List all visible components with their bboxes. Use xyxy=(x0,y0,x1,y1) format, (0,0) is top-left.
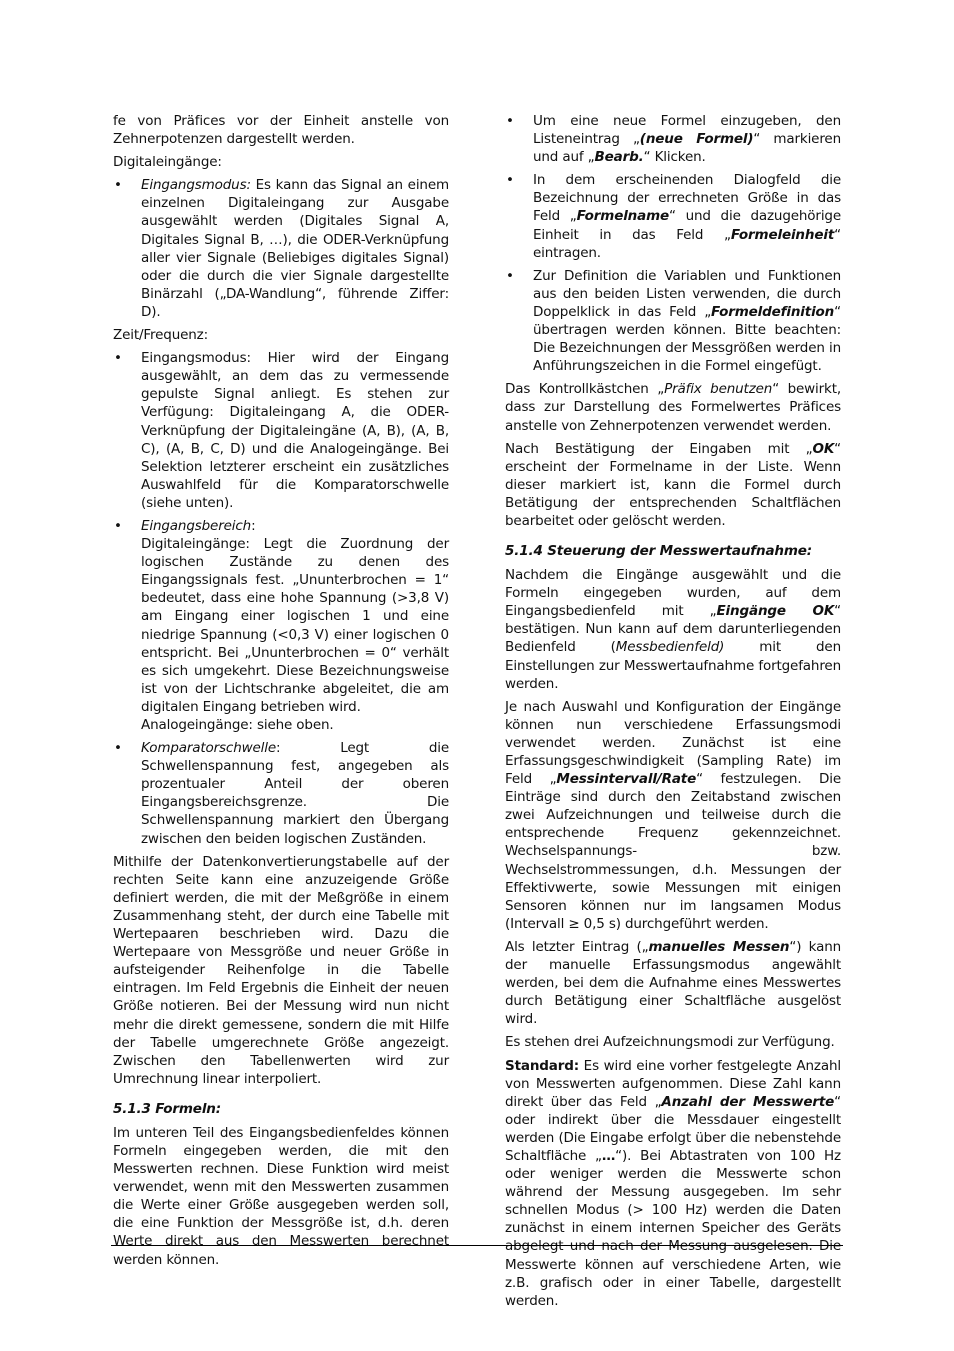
list-item xyxy=(113,176,449,321)
colon: : xyxy=(251,517,256,534)
bullet-list xyxy=(505,112,841,375)
ui-term: Eingänge OK xyxy=(716,603,835,620)
text: Um eine neue Formel einzugeben, den Listeneintrag „ xyxy=(533,113,841,148)
term: Komparatorschwelle xyxy=(141,740,277,757)
paragraph xyxy=(505,698,841,933)
text: In dem erscheinenden Dialogfeld die Bezeichnung der errechneten Größe in das Feld „ xyxy=(533,172,841,225)
text: “ eintragen. xyxy=(533,226,841,261)
list-item xyxy=(113,349,449,512)
text: “ Klicken. xyxy=(643,149,706,166)
ui-term: Anzahl der Messwerte xyxy=(661,1093,835,1110)
bullet-icon: • xyxy=(114,517,122,534)
paragraph: Es stehen drei Aufzeichnungsmodi zur Verfügung. xyxy=(505,1034,835,1051)
paragraph xyxy=(505,440,841,530)
bullet-icon: • xyxy=(114,177,122,194)
ui-term: Formeleinheit xyxy=(730,226,835,243)
text: “ bewirkt, dass zur Darstellung des Formelwertes Präfices anstelle von Zehnerpotenzen verwendet werden. xyxy=(505,381,841,434)
ui-term: OK xyxy=(812,440,835,457)
right-column xyxy=(505,112,841,1315)
paragraph xyxy=(505,1057,841,1310)
section-heading: 5.1.4 Steuerung der Messwertaufnahme: xyxy=(505,543,813,560)
paragraph xyxy=(505,938,841,1028)
term: Eingangsmodus: xyxy=(141,177,251,194)
text: “) kann der manuelle Erfassungsmodus angewählt werden, bei dem die Aufnahme eines Messwertes durch Betätigung einer Schaltfläche ausgelöst wird. xyxy=(505,938,842,1028)
paragraph: Mithilfe der Datenkonvertierungstabelle auf der rechten Seite kann eine anzuzeigende Größe definiert werden, die mit der Meßgröße in einem Zusammenhang steht, der durch eine Tabelle mit Wertepaaren beschrieben wird. Dazu die Wertepaare von Messgröße und neuer Größe in aufsteigender Reihenfolge in die Tabelle eintragen. Im Feld Ergebnis die Einheit der neuen Größe notieren. Bei der Messung wird nun nicht mehr die direkt gemessene, sondern die mit Hilfe der Tabelle umgerechnete Größe angezeigt. Zwischen den Tabellenwerten wird zur Umrechnung linear interpoliert. xyxy=(113,853,449,1087)
paragraph xyxy=(505,380,841,434)
item-text: Eingangsmodus: Hier wird der Eingang ausgewählt, an dem das zu vermessende gepulste Signal anliegt. Es stehen zur Verfügung: Digitaleingang A, die ODER-Verknüpfung der Digitaleingäne (A, B), (A, B, C), (A, B, C, D) und die Analogeingänge. Bei Selektion letzterer erscheint ein zusätzliches Auswahlfeld für die Komparatorschwelle (siehe unten). xyxy=(141,350,449,511)
ui-term: Messintervall/Rate xyxy=(556,771,697,788)
term: Eingangsbereich xyxy=(141,517,252,534)
item-text: Digitaleingänge: Legt die Zuordnung der logischen Zustände zu denen des Eingangssignals fest. „Ununterbrochen = 1“ bedeutet, dass eine hohe Spannung (>3,8 V) am Eingang einer logischen 1 und eine niedrige Spannung (<0,3 V) einer logischen 0 entspricht. Bei „Ununterbrochen = 0“ verhält es sich umgekehrt. Diese Bezeichnungsweise ist von der Lichtschranke abgeleitet, die am digitalen Eingang betrieben wird. xyxy=(141,536,449,715)
item-text: Es kann das Signal an einem einzelnen Digitaleingang zur Ausgabe ausgewählt werden (Digitales Signal A, Digitales Signal B, …), die ODER-Verknüpfung aller vier Signale (Beliebiges digitales Signal) oder die durch die vier Signale dargestellte Binärzahl („DA-Wandlung“, führende Ziffer: D). xyxy=(141,177,449,320)
list-item xyxy=(113,739,449,848)
text: mit den Einstellungen zur Messwertaufnahme fortgefahren werden. xyxy=(505,639,841,692)
bullet-icon: • xyxy=(506,113,514,129)
bullet-list xyxy=(113,349,449,848)
paragraph xyxy=(505,566,841,693)
item-text: Analogeingänge: siehe oben. xyxy=(141,717,334,733)
list-item xyxy=(505,171,841,261)
ellipsis-button-label: … xyxy=(601,1147,616,1164)
ui-term: Formeldefinition xyxy=(711,303,835,320)
footer-rule xyxy=(111,1245,843,1246)
paragraph: Digitaleingänge: xyxy=(113,154,222,171)
bullet-icon: • xyxy=(506,172,514,189)
paragraph: Zeit/Frequenz: xyxy=(113,327,209,344)
ui-term: Formelname xyxy=(576,208,670,225)
text: Je nach Auswahl und Konfiguration der Eingänge können nun verschiedene Erfassungsmodi verwendet werden. Zunächst ist eine Erfassungsgeschwindigkeit (Sampling Rate) im Feld „ xyxy=(505,698,841,788)
list-item xyxy=(505,112,841,166)
mode-label: Standard: xyxy=(505,1057,580,1074)
list-item xyxy=(505,267,841,376)
ui-term: Bearb. xyxy=(594,149,644,166)
text: Das Kontrollkästchen „ xyxy=(505,381,665,398)
text: Als letzter Eintrag („ xyxy=(505,938,649,955)
ui-term: Messbedienfeld) xyxy=(615,639,725,656)
text: Nach Bestätigung der Eingaben mit „ xyxy=(505,440,813,457)
text: “ markieren und auf „ xyxy=(533,131,841,166)
left-column xyxy=(113,112,449,1274)
text: “ oder indirekt über die Messdauer eingestellt werden (Die Eingabe erfolgt über die nebenstehde Schaltfläche „ xyxy=(505,1093,842,1164)
text: Es wird eine vorher festgelegte Anzahl von Messwerten aufgenommen. Diese Zahl kann direkt über das Feld „ xyxy=(505,1057,841,1110)
item-text: : Legt die Schwellenspannung fest, angegeben als prozentualer Anteil der oberen Eingangsbereichsgrenze. Die Schwellenspannung markiert den Übergang zwischen den beiden logischen Zuständen. xyxy=(141,740,449,847)
text: “ bestätigen. Nun kann auf dem darunterliegenden Bedienfeld ( xyxy=(505,603,841,656)
ui-term: manuelles Messen xyxy=(648,938,790,955)
text: “). Bei Abtastraten von 100 Hz oder weniger werden die Messwerte schon während der Messung ausgegeben. Im sehr schnellen Modus (> 100 Hz) werden die Daten zunächst in einem internen Speicher des Geräts abgelegt und nach der Messung ausgelesen. Die Messwerte können auf verschiedene Arten, wie z.B. grafisch oder in einer Tabelle, dargestellt werden. xyxy=(505,1147,841,1309)
bullet-icon: • xyxy=(114,350,122,367)
text: “ erscheint der Formelname in der Liste. Wenn dieser markiert ist, kann die Formel durch Betätigung der entsprechenden Schaltflächen bearbeitet oder gelöscht werden. xyxy=(505,440,841,529)
text: “ und die dazugehörige Einheit in das Feld „ xyxy=(533,208,841,243)
text: “ übertragen werden können. Bitte beachten: Die Bezeichnungen der Messgrößen werden in Anführungszeichen in die Formel eingefügt. xyxy=(533,303,841,375)
paragraph: fe von Präfices vor der Einheit anstelle von Zehnerpotenzen dargestellt werden. xyxy=(113,113,449,148)
bullet-icon: • xyxy=(506,267,514,284)
bullet-list xyxy=(113,176,449,321)
section-heading: 5.1.3 Formeln: xyxy=(113,1100,222,1117)
ui-term: Präfix benutzen xyxy=(664,381,773,398)
ui-term: (neue Formel) xyxy=(639,131,754,148)
text: Nachdem die Eingänge ausgewählt und die Formeln eingegeben wurden, auf dem Eingangsbedienfeld mit „ xyxy=(505,567,841,620)
text: Zur Definition die Variablen und Funktionen aus den beiden Listen verwenden, die durch Doppelklick in das Feld „ xyxy=(533,267,841,320)
list-item xyxy=(113,517,449,734)
text: “ festzulegen. Die Einträge sind durch den Zeitabstand zwischen zwei Aufzeichnungen und teilweise durch die entsprechende Frequenz gekennzeichnet. Wechselspannungs- bzw. Wechselstrommessungen, d.h. Messungen der Effektivwerte, sowie Messungen mit einigen Sensoren können nur im langsamen Modus (Intervall ≥ 0,5 s) durchgeführt werden. xyxy=(505,771,841,932)
paragraph: Im unteren Teil des Eingangsbedienfeldes können Formeln eingegeben werden, die mit den Messwerten rechnen. Diese Funktion wird meist verwendet, wenn mit den Messwerten zusammen die Werte einer Größe ausgegeben werden soll, die eine Funktion der Messgröße ist, d.h. deren Werte direkt aus den Messwerten berechnet werden können. xyxy=(113,1124,449,1268)
bullet-icon: • xyxy=(114,740,122,757)
